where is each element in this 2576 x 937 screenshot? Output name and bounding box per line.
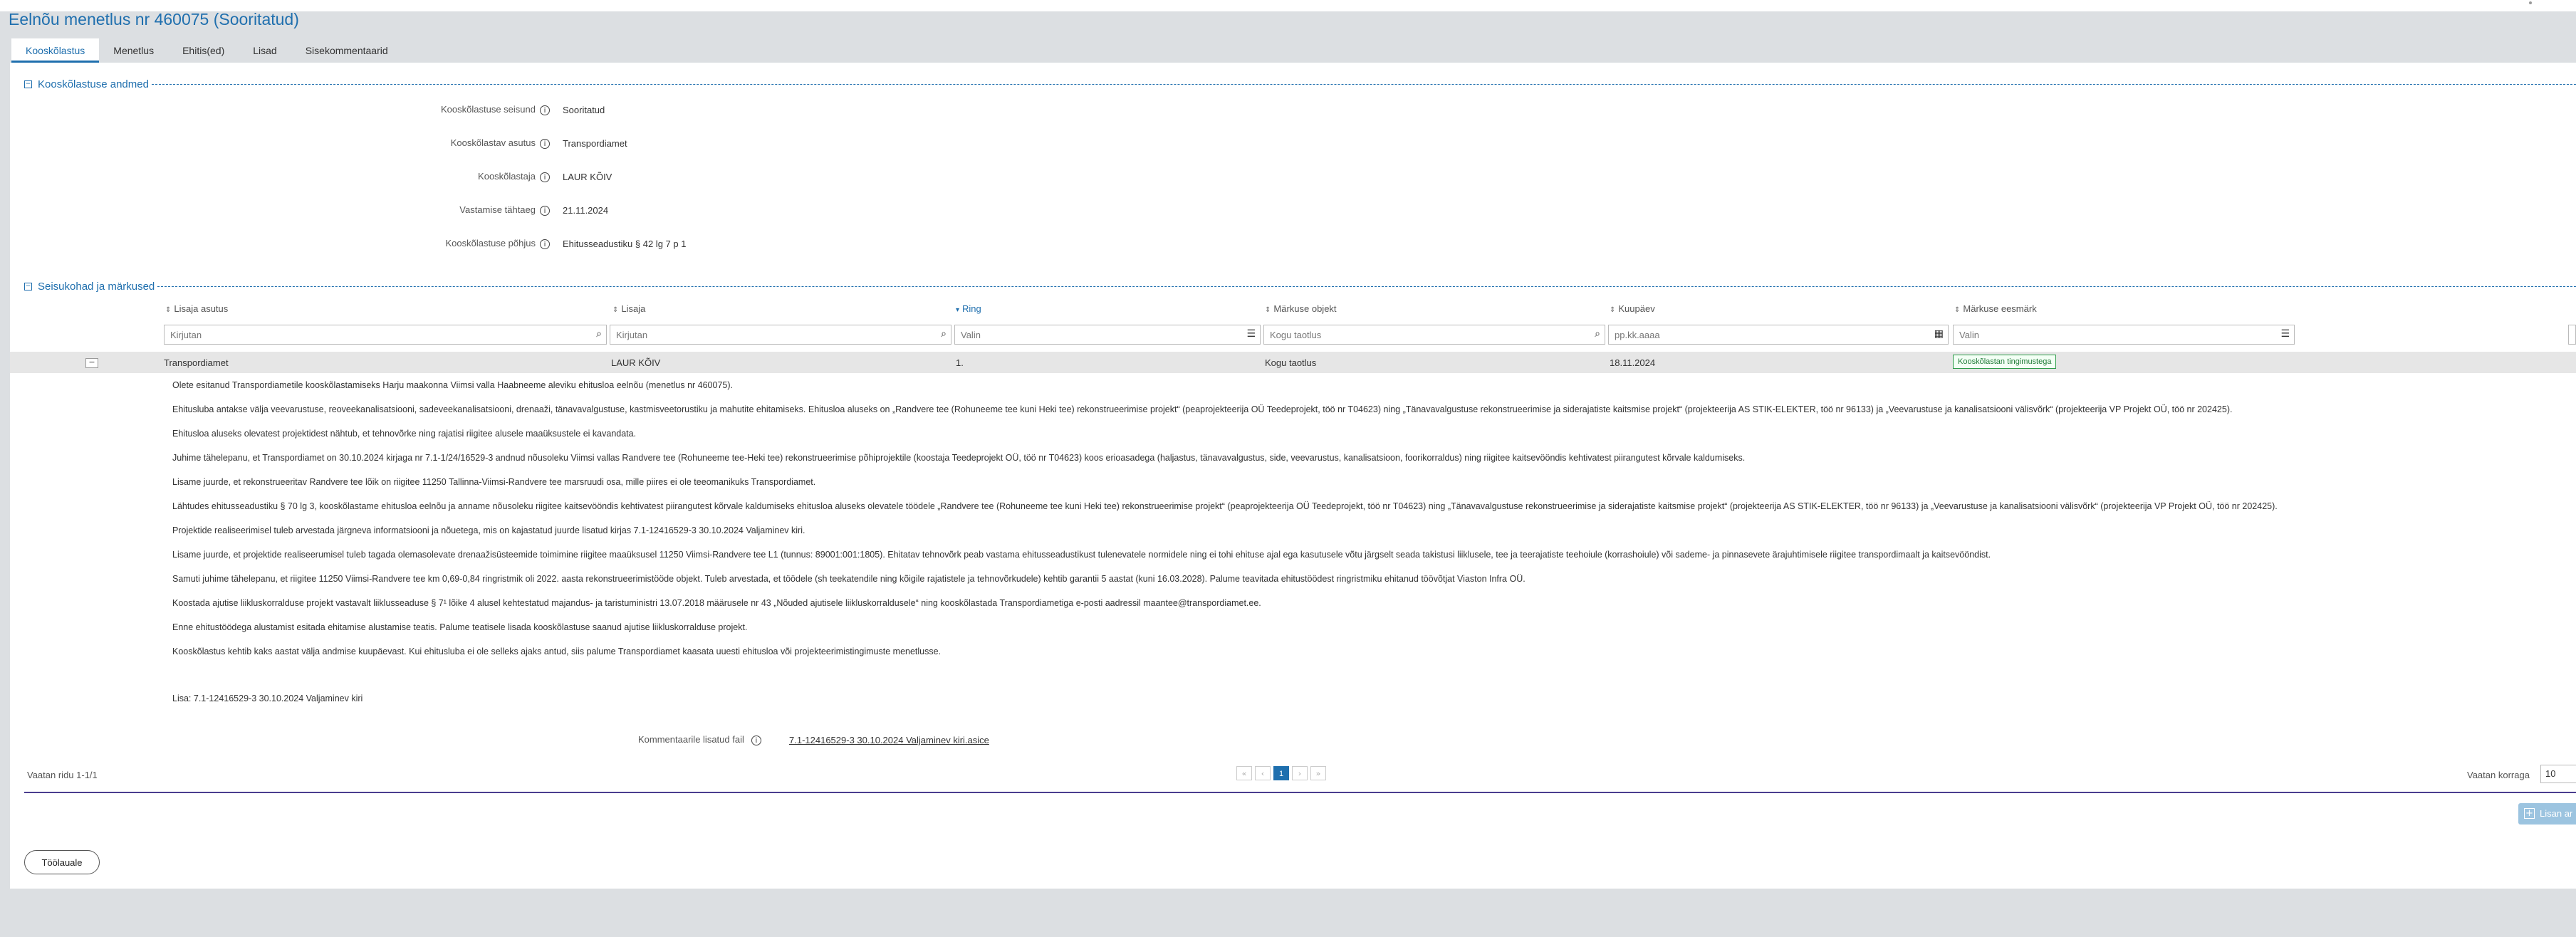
back-to-dashboard-button[interactable]: Töölauale	[24, 850, 100, 874]
pagination-info: Vaatan ridu 1-1/1	[27, 770, 98, 780]
field-label: Vastamise tähtaeg i	[459, 204, 550, 216]
sort-icon: ⇕	[165, 306, 172, 314]
field-row-kooskolastaja	[10, 168, 2576, 185]
row-collapse-icon[interactable]: −	[85, 358, 98, 368]
search-icon[interactable]: ⌕	[941, 328, 947, 340]
search-icon[interactable]: ⌕	[596, 328, 602, 340]
content-panel	[10, 63, 2576, 889]
page-title: Eelnõu menetlus nr 460075 (Sooritatud)	[9, 10, 299, 28]
comment-line: Koostada ajutise liikluskorralduse projekt vastavalt liiklusseaduse § 7¹ lõike 4 alusel kehtestatud majandus- ja taristuministri 13.07.2018 määrusele nr 43 „Nõuded ajutisele liikluskorraldusele“ ning kooskõlastada Transpordiametiga e-posti aadressil maantee@transpordiamet.ee.	[172, 598, 1261, 608]
window-menu-icon[interactable]	[2529, 1, 2532, 4]
sort-icon: ⇕	[1265, 306, 1271, 314]
filter-ring	[954, 325, 1261, 345]
field-value: LAUR KÕIV	[563, 172, 612, 182]
tab-lisad[interactable]: Lisad	[253, 45, 277, 56]
comment-line: Lisame juurde, et rekonstrueeritav Randvere tee lõik on riigitee 11250 Tallinna-Viimsi-Randvere tee marsruudi osa, mille piires ei ole teeomanikuks Transpordiamet.	[172, 477, 816, 487]
filter-lisaja	[610, 325, 951, 345]
field-value: 21.11.2024	[563, 205, 609, 216]
cell-objekt: Kogu taotlus	[1265, 357, 1317, 368]
date-input[interactable]	[1609, 325, 1948, 344]
sort-icon: ⇕	[612, 306, 619, 314]
per-page-label: Vaatan korraga	[2467, 770, 2530, 780]
cell-lisaja: LAUR KÕIV	[611, 357, 661, 368]
first-page-icon[interactable]: «	[1236, 766, 1252, 780]
add-comment-button[interactable]: + Lisan ar	[2518, 803, 2576, 825]
collapse-icon[interactable]: −	[25, 282, 31, 290]
field-row-tahtaeg	[10, 201, 2576, 219]
tab-sisekommentaarid[interactable]: Sisekommentaarid	[305, 45, 388, 56]
field-label: Kooskõlastuse põhjus i	[446, 238, 550, 249]
field-value: Transpordiamet	[563, 138, 627, 149]
filter-select[interactable]	[1954, 325, 2294, 344]
attachment-link[interactable]: 7.1-12416529-3 30.10.2024 Valjaminev kiri.asice	[789, 735, 989, 745]
field-row-seisund	[10, 101, 2576, 118]
field-label: Kooskõlastav asutus i	[451, 137, 550, 149]
filter-markuse-objekt	[1263, 325, 1605, 345]
tab-kooskolastus[interactable]: Kooskõlastus	[11, 38, 99, 63]
column-header-kuupaev[interactable]: ⇕ Kuupäev	[1610, 303, 1655, 314]
cell-ring: 1.	[956, 357, 964, 368]
column-header-markuse-eesmark[interactable]: ⇕ Märkuse eesmärk	[1954, 303, 2037, 314]
column-header-markuse-objekt[interactable]: ⇕ Märkuse objekt	[1265, 303, 1337, 314]
section-title: Seisukohad ja märkused	[38, 280, 155, 293]
collapse-icon[interactable]: −	[25, 80, 31, 88]
status-badge: Kooskõlastan tingimustega	[1953, 355, 2056, 369]
field-label: Kooskõlastuse seisund i	[441, 104, 550, 115]
filter-input[interactable]	[610, 325, 951, 344]
comment-line: Samuti juhime tähelepanu, et riigitee 11250 Viimsi-Randvere tee km 0,69-0,84 ringristmik oli 2022. aasta rekonstrueerimistööde objekt. Tuleb arvestada, et töödele (sh teekatendile ning kõigile rajatistele ja tehnovõrkudele) kehtib garantii 5 aastat (kuni 16.03.2028). Palume teavitada ehitustöödest ringristmiku ehitanud töövõtjat Viaston Infra OÜ.	[172, 574, 1526, 584]
field-value: Sooritatud	[563, 105, 605, 115]
comment-lisa: Lisa: 7.1-12416529-3 30.10.2024 Valjaminev kiri	[172, 693, 363, 703]
sort-down-icon: ▾	[956, 306, 960, 314]
pagination	[1236, 766, 1329, 780]
comment-line: Lähtudes ehitusseadustiku § 70 lg 3, kooskõlastame ehitusloa eelnõu ja anname nõusoleku riigitee kaitsevööndis kehtivatest piirangutest kõrvale kaldumiseks ehitusloa aluseks olevatele töödele „Randvere tee (Rohuneeme tee kuni Heki tee) rekonstrueerimise projekt“ (peaprojekteerija OÜ Teedeprojekt, töö nr T04623) ning „Tänavavalgustuse rekonstrueerimise ja siderajatiste kaitsmise projekt“ (projekteerija AS STIK-ELEKTER, töö nr 96133) ja „Veevarustuse ja kanalisatsiooni välisvõrk“ (projekteerija VP Projekt OÜ, töö nr 202425).	[172, 501, 2278, 511]
table-row[interactable]	[10, 352, 2576, 373]
filter-kuupaev	[1608, 325, 1949, 345]
info-icon[interactable]: i	[540, 105, 550, 115]
field-row-asutus	[10, 135, 2576, 152]
info-icon[interactable]: i	[540, 172, 550, 182]
column-header-ring[interactable]: ▾ Ring	[956, 303, 981, 314]
filter-markuse-eesmark	[1953, 325, 2295, 345]
info-icon[interactable]: i	[540, 239, 550, 249]
comment-line: Olete esitanud Transpordiametile kooskõlastamiseks Harju maakonna Viimsi valla Haabneeme aleviku ehitusloa eelnõu (menetlus nr 460075).	[172, 380, 733, 390]
cell-kuupaev: 18.11.2024	[1610, 357, 1656, 368]
info-icon[interactable]: i	[540, 139, 550, 149]
table-bottom-divider	[24, 792, 2576, 793]
field-value: Ehitusseadustiku § 42 lg 7 p 1	[563, 239, 687, 249]
comment-line: Lisame juurde, et projektide realiseerumisel tuleb tagada olemasolevate drenaažisüsteemide toimimine riigitee maaüksusel 11250 Viimsi-Randvere tee L1 (tunnus: 89001:001:1805). Ehitatav tehnovõrk peab vastama ehitusseadustikust tulenevatele normidele ning ei tohi ehituse ajal ega kasutusele võtu järgselt seada takistusi liiklusele, tee ja teerajatiste teehoiule (korrashoiule) või sademe- ja pinnasevete ärajuhtimisele riigitee transpordimaalt ja kaitsevööndist.	[172, 550, 1991, 560]
tab-ehitised[interactable]: Ehitis(ed)	[182, 45, 225, 56]
sort-icon: ⇕	[1954, 306, 1961, 314]
column-header-lisaja[interactable]: ⇕ Lisaja	[612, 303, 646, 314]
section-divider	[152, 84, 2576, 85]
filter-input[interactable]	[165, 325, 606, 344]
per-page-select[interactable]: 10	[2540, 765, 2576, 783]
sort-icon: ⇕	[1610, 306, 1616, 314]
comment-line: Projektide realiseerimisel tuleb arvestada järgneva informatsiooni ja nõuetega, mis on kajastatud juurde lisatud kirjas 7.1-12416529-3 30.10.2024 Valjaminev kiri.	[172, 525, 805, 535]
filter-extra[interactable]	[2568, 325, 2576, 345]
section-divider	[157, 286, 2576, 287]
page-button[interactable]: 1	[1273, 766, 1289, 780]
last-page-icon[interactable]: »	[1310, 766, 1326, 780]
comment-line: Ehitusluba antakse välja veevarustuse, reoveekanalisatsiooni, sadeveekanalisatsiooni, drenaaži, tänavavalgustuse, kastmisveetorustiku ja mahutite ehitamiseks. Ehitusloa aluseks on „Randvere tee (Rohuneeme tee kuni Heki tee) rekonstrueerimise projekt“ (peaprojekteerija OÜ Teedeprojekt, töö nr T04623) ning „Tänavavalgustuse rekonstrueerimise ja siderajatiste kaitsmise projekt“ (projekteerija AS STIK-ELEKTER, töö nr 96133) ja „Veevarustuse ja kanalisatsiooni välisvõrk“ (projekteerija VP Projekt OÜ, töö nr 202425).	[172, 404, 2233, 414]
comment-line: Enne ehitustöödega alustamist esitada ehitamise alustamise teatis. Palume teatisele lisada kooskõlastuse saanud ajutise liikluskorralduse projekt.	[172, 622, 748, 632]
next-page-icon[interactable]: ›	[1292, 766, 1308, 780]
prev-page-icon[interactable]: ‹	[1255, 766, 1271, 780]
list-icon[interactable]: ☰	[2280, 328, 2290, 340]
section-seisukohad-header	[24, 279, 2576, 293]
top-strip	[0, 0, 2576, 11]
info-icon[interactable]: i	[540, 206, 550, 216]
field-row-pohjus	[10, 235, 2576, 252]
info-icon[interactable]: i	[751, 736, 761, 745]
attachment-label: Kommentaarile lisatud fail i	[638, 734, 761, 745]
calendar-icon[interactable]: ▦	[1934, 328, 1944, 340]
filter-lisaja-asutus	[164, 325, 607, 345]
field-label: Kooskõlastaja i	[478, 171, 550, 182]
filter-input[interactable]	[1264, 325, 1605, 344]
section-kooskolastuse-andmed-header	[24, 77, 2576, 91]
comment-line: Ehitusloa aluseks olevatest projektidest nähtub, et tehnovõrke ning rajatisi riigitee alusele maaüksustele ei kavandata.	[172, 429, 637, 439]
column-header-lisaja-asutus[interactable]: ⇕ Lisaja asutus	[165, 303, 229, 314]
tab-bar	[11, 38, 402, 63]
search-icon[interactable]: ⌕	[1595, 328, 1600, 340]
tab-menetlus[interactable]: Menetlus	[113, 45, 155, 56]
filter-select[interactable]	[955, 325, 1260, 344]
list-icon[interactable]: ☰	[1246, 328, 1256, 340]
section-title: Kooskõlastuse andmed	[38, 78, 149, 90]
comment-line: Kooskõlastus kehtib kaks aastat välja andmise kuupäevast. Kui ehitusluba ei ole selleks ajaks antud, siis palume Transpordiamet kaasata uuesti ehitusloa või projekteerimistingimuste menetlusse.	[172, 647, 942, 656]
plus-icon: +	[2524, 808, 2535, 819]
comment-line: Juhime tähelepanu, et Transpordiamet on 30.10.2024 kirjaga nr 7.1-1/24/16529-3 andnud nõusoleku Viimsi vallas Randvere tee (Rohuneeme tee-Heki tee) rekonstrueerimise põhiprojektile (koostaja Teedeprojekt OÜ, töö nr T04623) koos erioasadega (haljastus, tänavavalgustus, side, veevarustus, kanalisatsioon, foorikorraldus) ning riigitee kaitsevööndis kehtivatest piirangutest kõrvale kaldumiseks.	[172, 453, 1746, 463]
cell-asutus: Transpordiamet	[164, 357, 229, 368]
